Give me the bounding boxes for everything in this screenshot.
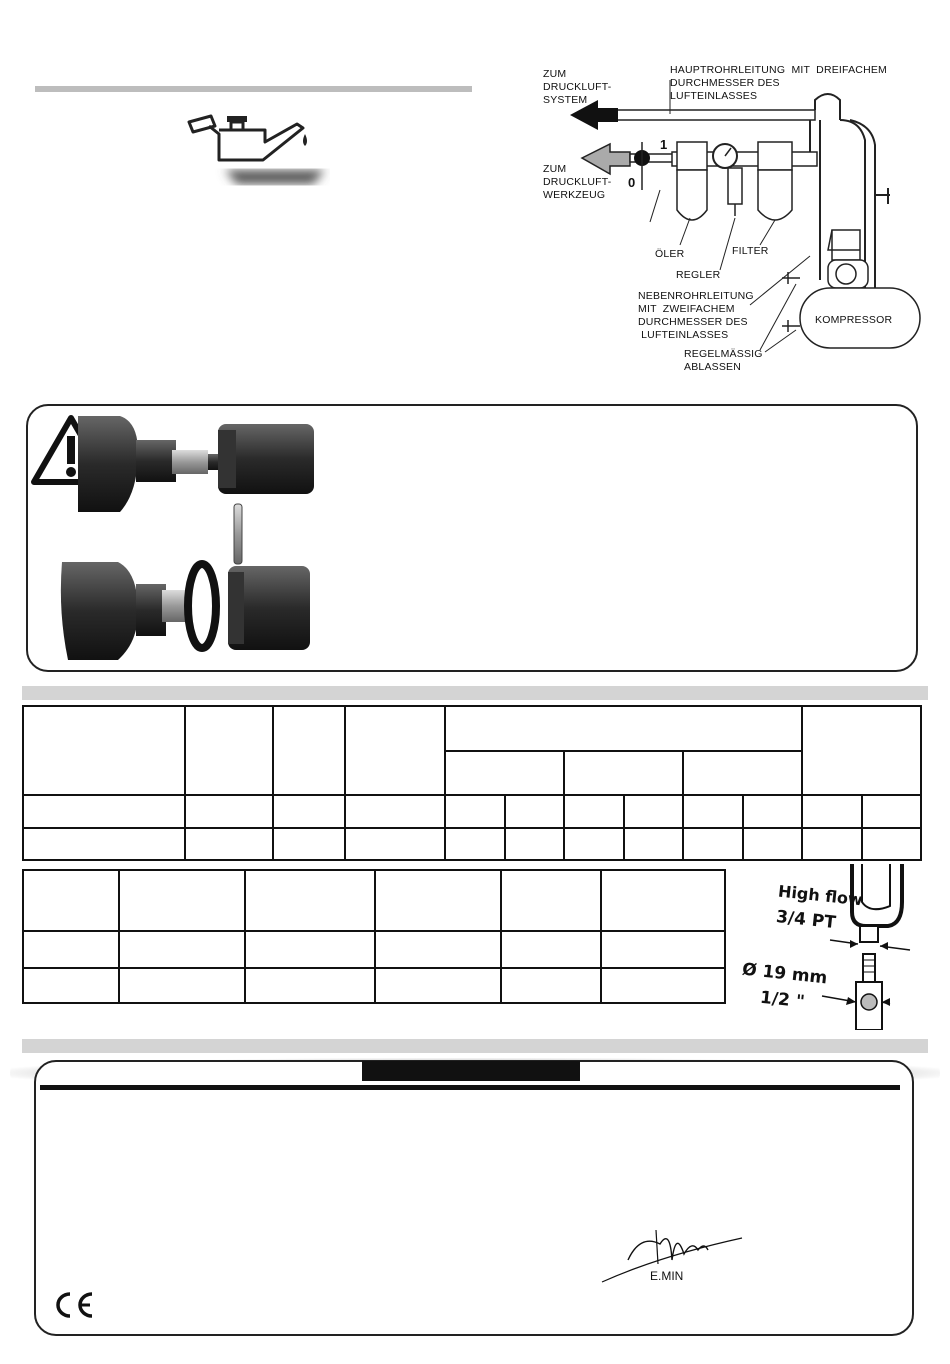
- label-filter: FILTER: [732, 245, 769, 257]
- label-main-pipe: HAUPTROHRLEITUNG MIT DREIFACHEM DURCHMESSER DES LUFTEINLASSES: [670, 64, 888, 102]
- top-left-rule: [35, 86, 472, 92]
- socket-assembly-illustration: [58, 412, 318, 667]
- label-compressor: KOMPRESSOR: [815, 314, 893, 326]
- accessory-table: [22, 869, 726, 1004]
- signature-name: E.MIN: [650, 1269, 684, 1283]
- declaration-rule: [40, 1085, 900, 1090]
- label-valve-open: 1: [660, 137, 668, 152]
- declaration-title-bar: [362, 1061, 580, 1081]
- hose-high-flow-label: High flow: [777, 881, 864, 910]
- hose-inch-label: 1/2 ": [759, 987, 806, 1013]
- label-to-tool: ZUM DRUCKLUFT- WERKZEUG: [543, 163, 612, 201]
- label-valve-closed: 0: [628, 175, 636, 190]
- spec-table: [22, 705, 922, 861]
- label-to-system: ZUM DRUCKLUFT- SYSTEM: [543, 68, 612, 106]
- label-oiler: ÖLER: [655, 248, 685, 260]
- hose-thread-label: 3/4 PT: [775, 906, 837, 934]
- ce-mark-icon: [50, 1290, 96, 1320]
- hose-diameter-label: Ø 19 mm: [741, 959, 829, 989]
- spec-section-bar: [22, 686, 928, 700]
- label-regulator: REGLER: [676, 269, 721, 281]
- declaration-section-bar: [22, 1039, 928, 1053]
- label-branch-pipe: NEBENROHRLEITUNG MIT ZWEIFACHEM DURCHMESSER DES LUFTEINLASSES: [638, 290, 754, 341]
- declaration-box: [34, 1060, 914, 1336]
- oil-can-icon: [185, 112, 330, 192]
- label-drain: REGELMÄSSIG ABLASSEN: [684, 348, 763, 373]
